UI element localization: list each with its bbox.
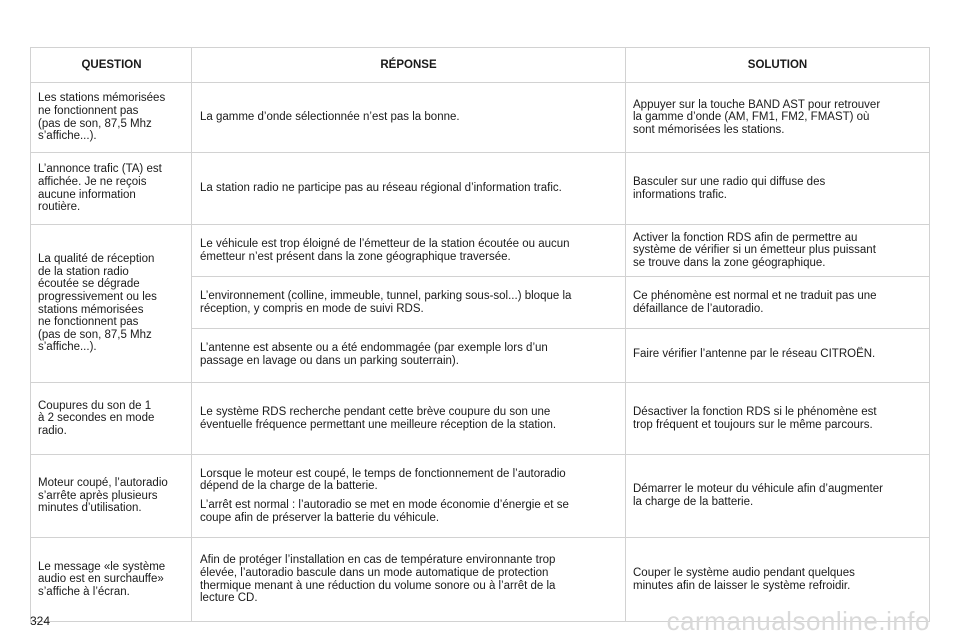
solution-cell: Ce phénomène est normal et ne traduit pas une défaillance de l’autoradio. <box>626 276 929 328</box>
header-response: RÉPONSE <box>192 48 626 82</box>
response-cell: La gamme d’onde sélectionnée n’est pas la bonne. <box>192 83 626 152</box>
table-row <box>31 152 929 224</box>
header-question: QUESTION <box>31 48 192 82</box>
solution-cell: Désactiver la fonction RDS si le phénomène est trop fréquent et toujours sur le même parcours. <box>633 405 877 431</box>
table-row <box>31 82 929 152</box>
solution-cell: Basculer sur une radio qui diffuse des informations trafic. <box>633 175 826 201</box>
solution-cell: Faire vérifier l’antenne par le réseau CITROËN. <box>626 328 929 380</box>
watermark: carmanualsonline.info <box>666 606 930 636</box>
question-cell: Coupures du son de 1 à 2 secondes en mode radio. <box>31 383 192 454</box>
troubleshooting-table <box>30 47 930 622</box>
solution-cell: Couper le système audio pendant quelques minutes afin de laisser le système refroidir. <box>633 566 855 592</box>
solution-cell: Activer la fonction RDS afin de permettre au système de vérifier si un émetteur plus puissant se trouve dans la zone géographique. <box>633 231 876 269</box>
solution-cell: Appuyer sur la touche BAND AST pour retrouver la gamme d’onde (AM, FM1, FM2, FMAST) où sont mémorisées les stations. <box>633 98 881 136</box>
response-cell: Le système RDS recherche pendant cette brève coupure du son une éventuelle fréquence permettant une meilleure réception de la station. <box>192 383 626 454</box>
table-header-row <box>31 48 929 82</box>
response-cell: Le véhicule est trop éloigné de l’émetteur de la station écoutée ou aucun émetteur n’est présent dans la zone géographique traversée. <box>200 237 570 263</box>
response-cell: Afin de protéger l’installation en cas de température environnante trop élevée, l’autoradio bascule dans un mode automatique de protection thermique menant à une réduction du volume sonore ou à l’arrêt de la lecture CD. <box>192 538 626 621</box>
solution-cell: Démarrer le moteur du véhicule afin d’augmenter la charge de la batterie. <box>633 483 883 508</box>
page-number: 324 <box>30 614 51 628</box>
header-solution: SOLUTION <box>747 59 808 71</box>
response-stack <box>192 225 626 382</box>
question-cell: Moteur coupé, l’autoradio s’arrête après plusieurs minutes d’utilisation. <box>31 455 192 537</box>
table-row <box>31 224 929 382</box>
question-cell: Le message «le système audio est en surchauffe» s’affiche à l’écran. <box>31 538 192 621</box>
question-cell: La qualité de réception de la station radio écoutée se dégrade progressivement ou les stations mémorisées ne fonctionnent pas (pas de son, 87,5 Mhz s’affiche...). <box>31 225 192 382</box>
table-row <box>31 382 929 454</box>
response-cell <box>192 455 626 537</box>
table-row <box>31 454 929 537</box>
response-paragraph: L’arrêt est normal : l’autoradio se met en mode économie d’énergie et se coupe afin de préserver la batterie du véhicule. <box>200 499 569 524</box>
response-cell: L’antenne est absente ou a été endommagée (par exemple lors d’un passage en lavage ou dans un parking souterrain). <box>192 328 625 380</box>
solution-stack <box>626 225 929 382</box>
response-paragraph: Lorsque le moteur est coupé, le temps de fonctionnement de l’autoradio dépend de la charge de la batterie. <box>200 467 566 493</box>
question-cell: Les stations mémorisées ne fonctionnent pas (pas de son, 87,5 Mhz s’affiche...). <box>31 83 192 152</box>
question-cell: L’annonce trafic (TA) est affichée. Je ne reçois aucune information routière. <box>31 153 192 224</box>
response-cell: L’environnement (colline, immeuble, tunnel, parking sous-sol...) bloque la réception, y compris en mode de suivi RDS. <box>192 276 625 328</box>
response-cell: La station radio ne participe pas au réseau régional d’information trafic. <box>192 153 626 224</box>
